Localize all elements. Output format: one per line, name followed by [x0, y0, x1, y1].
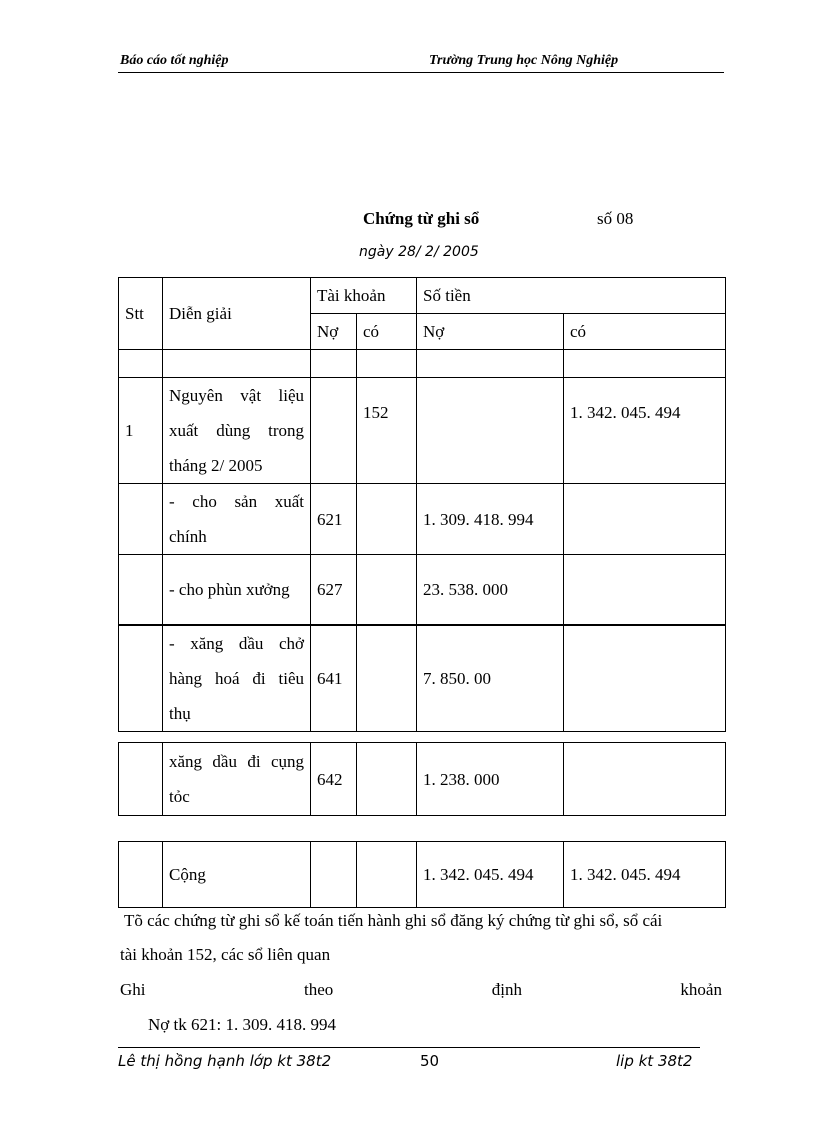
- row-debit-amount: [417, 378, 564, 484]
- footer-page-number: 50: [420, 1052, 440, 1070]
- table-row: [119, 378, 726, 484]
- row-debit-amount: 7. 850. 00: [417, 625, 564, 732]
- header-stt: Stt: [119, 278, 163, 350]
- paragraph-line-1: Tõ các chứng từ ghi sổ kế toán tiến hành ghi sổ đăng ký chứng từ ghi sổ, sổ cái: [124, 911, 663, 930]
- row-stt: [119, 484, 163, 555]
- page-footer: [118, 1047, 700, 1070]
- row-credit-account: 152: [357, 378, 417, 484]
- row-credit-account: [357, 484, 417, 555]
- row-description: - cho sản xuất chính: [163, 484, 311, 555]
- total-label: Cộng: [163, 842, 311, 908]
- header-credit-account: có: [357, 314, 417, 350]
- header-right-text: Trường Trung học Nông Nghiệp: [429, 53, 619, 68]
- header-credit-amount: có: [564, 314, 726, 350]
- header-debit-amount: Nợ: [417, 314, 564, 350]
- row-credit-amount: [564, 743, 726, 816]
- table-row: [119, 743, 726, 816]
- paragraph-line-2: tài khoản 152, các sổ liên quan: [120, 945, 331, 964]
- paragraph-justified-line: [120, 980, 722, 1000]
- voucher-table-continued: [118, 742, 726, 816]
- header-account: Tài khoản: [311, 278, 417, 314]
- footer-class: lip kt 38t2: [616, 1052, 693, 1070]
- row-debit-amount: 1. 309. 418. 994: [417, 484, 564, 555]
- row-stt: [119, 625, 163, 732]
- row-debit-account: 621: [311, 484, 357, 555]
- row-credit-amount: [564, 555, 726, 625]
- header-left-text: Báo cáo tốt nghiệp: [120, 53, 229, 68]
- word: theo: [303, 980, 334, 999]
- row-credit-amount: [564, 625, 726, 732]
- row-credit-amount: 1. 342. 045. 494: [564, 378, 726, 484]
- total-debit-amount: 1. 342. 045. 494: [417, 842, 564, 908]
- row-credit-amount: [564, 484, 726, 555]
- spacer-row: [119, 350, 726, 378]
- header-debit-account: Nợ: [311, 314, 357, 350]
- row-debit-account: 641: [311, 625, 357, 732]
- word: Ghi: [120, 980, 146, 999]
- page-header: [118, 52, 724, 73]
- footer-author: Lê thị hồng hạnh lớp kt 38t2: [118, 1052, 332, 1070]
- row-debit-amount: 23. 538. 000: [417, 555, 564, 625]
- voucher-total-table: [118, 841, 726, 908]
- row-credit-account: [357, 625, 417, 732]
- word: định: [491, 980, 522, 999]
- row-description: xăng dầu đi cụng tỏc: [163, 743, 311, 816]
- row-credit-account: [357, 555, 417, 625]
- row-debit-account: 627: [311, 555, 357, 625]
- row-debit-amount: 1. 238. 000: [417, 743, 564, 816]
- total-row: [119, 842, 726, 908]
- voucher-table: [118, 277, 726, 732]
- total-credit-amount: 1. 342. 045. 494: [564, 842, 726, 908]
- table-row: [119, 555, 726, 625]
- document-title: Chứng từ ghi sổ: [363, 209, 480, 228]
- row-description: - xăng dầu chở hàng hoá đi tiêu thụ: [163, 625, 311, 732]
- document-date: ngày 28/ 2/ 2005: [359, 244, 479, 260]
- table-row: [119, 484, 726, 555]
- row-stt: [119, 743, 163, 816]
- row-stt: [119, 555, 163, 625]
- row-stt: 1: [119, 378, 163, 484]
- header-description: Diễn giải: [163, 278, 311, 350]
- table-row: [119, 625, 726, 732]
- document-number: số 08: [597, 209, 634, 228]
- row-credit-account: [357, 743, 417, 816]
- journal-entry-line: Nợ tk 621: 1. 309. 418. 994: [148, 1015, 336, 1034]
- row-description: - cho phùn xưởng: [163, 555, 311, 625]
- row-debit-account: 642: [311, 743, 357, 816]
- row-debit-account: [311, 378, 357, 484]
- row-description: Nguyên vật liệu xuất dùng trong tháng 2/ 2005: [163, 378, 311, 484]
- header-amount: Số tiền: [417, 278, 726, 314]
- word: khoản: [680, 980, 722, 999]
